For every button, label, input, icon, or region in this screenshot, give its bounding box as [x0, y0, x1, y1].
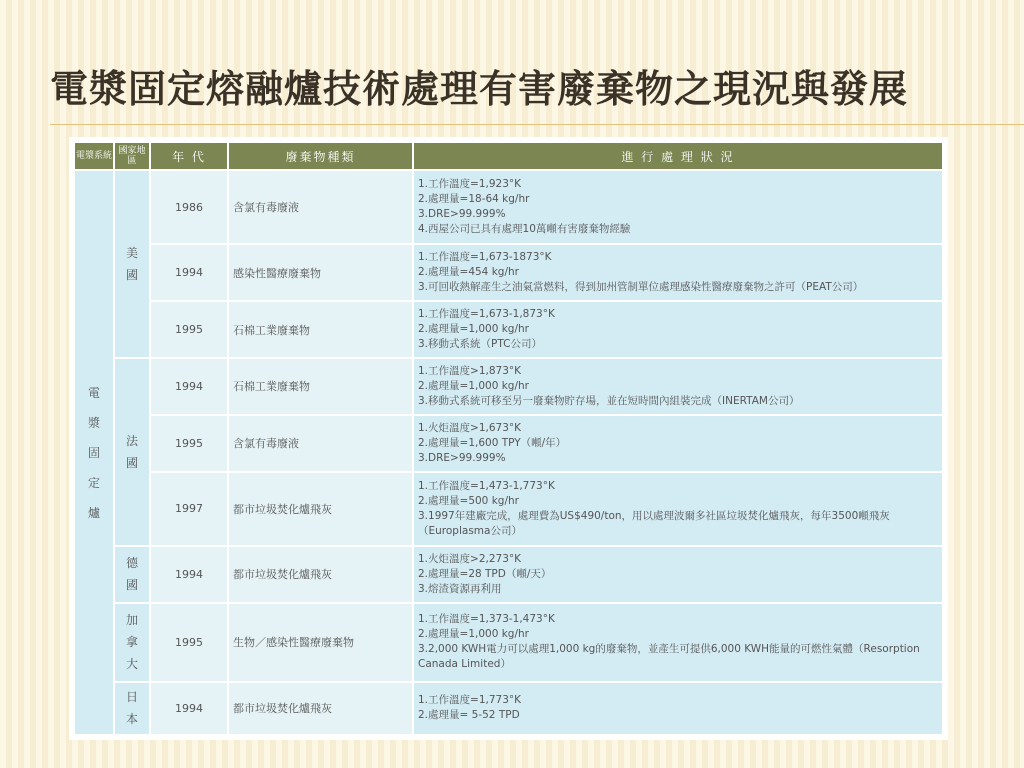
- year-cell: 1986: [150, 170, 228, 244]
- waste-type-cell: 生物／感染性醫療廢棄物: [228, 603, 413, 682]
- status-cell: [413, 301, 943, 358]
- country-label-char: 國: [125, 578, 138, 593]
- country-label-char: 法: [125, 433, 138, 448]
- country-label-char: 美: [125, 245, 138, 260]
- status-line: 1.火炬溫度>1,673°K: [418, 421, 522, 434]
- status-line: 1.工作溫度=1,773°K: [418, 694, 522, 707]
- waste-type-cell: 石棉工業廢棄物: [228, 301, 413, 358]
- status-cell: [413, 472, 943, 546]
- country-cell: [114, 546, 150, 603]
- waste-type-cell: 都市垃圾焚化爐飛灰: [228, 682, 413, 735]
- status-line: 2.處理量=1,000 kg/hr: [418, 379, 529, 392]
- status-cell: [413, 546, 943, 603]
- status-line: 2.處理量=1,000 kg/hr: [418, 628, 529, 641]
- year-cell: 1995: [150, 301, 228, 358]
- status-line: 1.工作溫度=1,473-1,773°K: [418, 479, 555, 492]
- data-table: [73, 141, 944, 736]
- status-line: 3.移動式系統可移至另一廢棄物貯存場，並在短時間內組裝完成（INERTAM公司）: [418, 394, 800, 407]
- status-line: 2.處理量=1,000 kg/hr: [418, 323, 529, 336]
- status-line: 2.處理量=28 TPD（噸/天）: [418, 567, 552, 580]
- status-line: 3.DRE>99.999%: [418, 208, 506, 221]
- status-line: 2.處理量=18-64 kg/hr: [418, 193, 530, 206]
- slide-title: 電漿固定熔融爐技術處理有害廢棄物之現況與發展: [50, 67, 909, 111]
- table-header-row: [74, 142, 943, 170]
- header-system: 電漿系統: [74, 142, 114, 170]
- status-cell: [413, 415, 943, 472]
- table-row: [74, 358, 943, 415]
- country-cell: [114, 358, 150, 546]
- status-line: 1.工作溫度=1,673-1,873°K: [418, 308, 555, 321]
- status-line: 3.熔渣資源再利用: [418, 582, 502, 595]
- status-cell: [413, 358, 943, 415]
- country-label-char: 德: [125, 556, 138, 571]
- status-line: 1.工作溫度=1,373-1,473°K: [418, 613, 555, 626]
- table-row: [74, 415, 943, 472]
- status-line: 2.處理量= 5-52 TPD: [418, 709, 520, 722]
- year-cell: 1997: [150, 472, 228, 546]
- country-label-char: 日: [125, 690, 138, 705]
- country-cell: [114, 170, 150, 358]
- country-cell: [114, 682, 150, 735]
- table-row: [74, 301, 943, 358]
- table-row: [74, 472, 943, 546]
- table-row: [74, 170, 943, 244]
- table-row: [74, 244, 943, 301]
- status-line: 2.處理量=500 kg/hr: [418, 494, 519, 507]
- header-year: 年 代: [150, 142, 228, 170]
- status-cell: [413, 170, 943, 244]
- year-cell: 1994: [150, 358, 228, 415]
- system-label-char: 漿: [87, 415, 100, 430]
- country-cell: [114, 603, 150, 682]
- system-label-char: 爐: [87, 505, 100, 520]
- status-line: 3.可回收熱解產生之油氣當燃料，得到加州管制單位處理感染性醫療廢棄物之許可（PEAT公司）: [418, 281, 864, 294]
- year-cell: 1994: [150, 682, 228, 735]
- waste-type-cell: 都市垃圾焚化爐飛灰: [228, 472, 413, 546]
- country-label-char: 本: [125, 712, 138, 727]
- country-label-char: 國: [125, 455, 138, 470]
- year-cell: 1995: [150, 415, 228, 472]
- status-line: 2.處理量=454 kg/hr: [418, 266, 519, 279]
- status-cell: [413, 603, 943, 682]
- waste-type-cell: 含氯有毒廢液: [228, 415, 413, 472]
- plasma-technology-table: [69, 137, 948, 740]
- status-line: 3.DRE>99.999%: [418, 451, 506, 464]
- status-line: 3.移動式系統（PTC公司）: [418, 338, 542, 351]
- country-label-char: 大: [125, 657, 138, 672]
- system-label-char: 電: [87, 385, 100, 400]
- status-line: 1.火炬溫度>2,273°K: [418, 552, 522, 565]
- status-line: 1.工作溫度=1,923°K: [418, 178, 522, 191]
- system-label-char: 固: [87, 445, 100, 460]
- country-label-char: 拿: [125, 635, 138, 650]
- system-cell: [74, 170, 114, 735]
- year-cell: 1994: [150, 244, 228, 301]
- status-line: 2.處理量=1,600 TPY（噸/年）: [418, 436, 567, 449]
- waste-type-cell: 含氯有毒廢液: [228, 170, 413, 244]
- status-cell: [413, 244, 943, 301]
- year-cell: 1995: [150, 603, 228, 682]
- status-line: 3.2,000 KWH電力可以處理1,000 kg的廢棄物，並產生可提供6,000 KWH能量的可燃性氣體（Resorption Canada Limited）: [418, 643, 920, 671]
- header-waste-type: 廢棄物種類: [228, 142, 413, 170]
- waste-type-cell: 都市垃圾焚化爐飛灰: [228, 546, 413, 603]
- waste-type-cell: 石棉工業廢棄物: [228, 358, 413, 415]
- table-body: [74, 170, 943, 735]
- status-cell: [413, 682, 943, 735]
- header-country: 國家地區: [114, 142, 150, 170]
- year-cell: 1994: [150, 546, 228, 603]
- status-line: 3.1997年建廠完成，處理費為US$490/ton，用以處理波爾多社區垃圾焚化爐飛灰，每年3500噸飛灰（Europlasma公司）: [418, 509, 890, 537]
- system-label-char: 定: [87, 475, 100, 490]
- country-label-char: 加: [125, 613, 138, 628]
- table-row: [74, 603, 943, 682]
- table-row: [74, 546, 943, 603]
- title-underline: [50, 124, 1024, 125]
- waste-type-cell: 感染性醫療廢棄物: [228, 244, 413, 301]
- header-status: 進 行 處 理 狀 況: [413, 142, 943, 170]
- country-label-char: 國: [125, 267, 138, 282]
- table-row: [74, 682, 943, 735]
- status-line: 4.西屋公司已具有處理10萬噸有害廢棄物經驗: [418, 223, 631, 236]
- status-line: 1.工作溫度=1,673-1873°K: [418, 251, 552, 264]
- status-line: 1.工作溫度>1,873°K: [418, 364, 522, 377]
